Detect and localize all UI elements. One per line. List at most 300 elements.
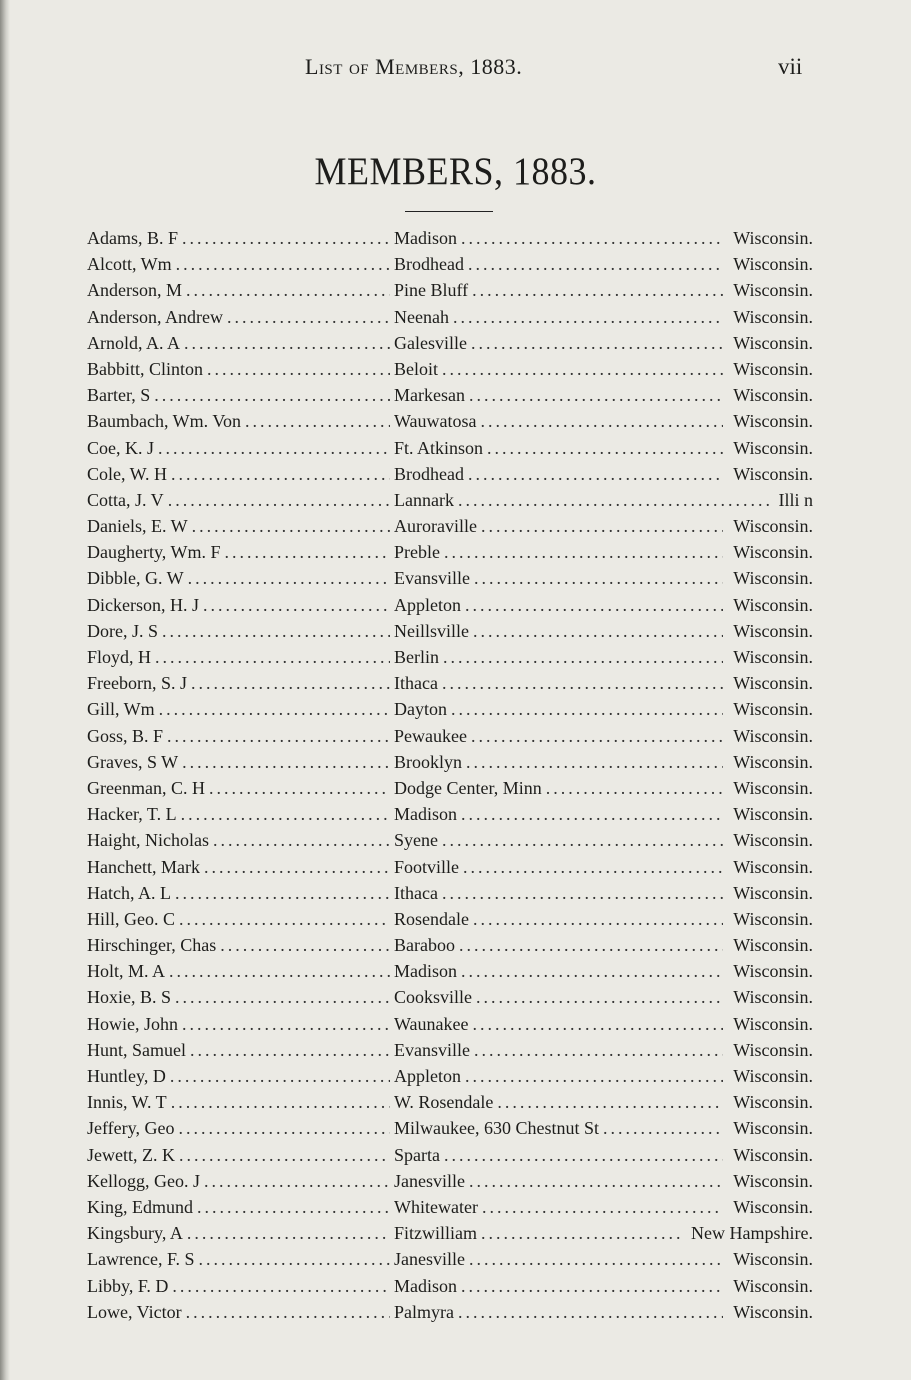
member-place-cell: [394, 723, 727, 749]
dot-leader: [497, 1089, 723, 1115]
member-name: Arnold, A. A: [87, 332, 181, 353]
dot-leader: [154, 382, 390, 408]
dot-leader: [172, 1273, 390, 1299]
member-name-cell: [87, 1089, 394, 1115]
member-place-cell: [394, 984, 727, 1010]
member-name: Hatch, A. L: [87, 882, 171, 903]
member-name-cell: [87, 592, 394, 618]
member-row: [87, 696, 813, 722]
member-place: Cooksville: [394, 987, 473, 1008]
dot-leader: [461, 1273, 723, 1299]
member-name: Baumbach, Wm. Von: [87, 411, 241, 432]
dot-leader: [170, 1063, 390, 1089]
dot-leader: [466, 749, 723, 775]
member-name-cell: [87, 225, 394, 251]
member-name: Anderson, M: [87, 280, 182, 301]
member-name-cell: [87, 1142, 394, 1168]
dot-leader: [203, 592, 390, 618]
member-place: Evansville: [394, 1039, 470, 1060]
dot-leader: [474, 565, 723, 591]
dot-leader: [472, 277, 723, 303]
member-name-cell: [87, 330, 394, 356]
member-name: Daugherty, Wm. F: [87, 542, 221, 563]
member-place: W. Rosendale: [394, 1092, 494, 1113]
member-name: Howie, John: [87, 1013, 178, 1034]
member-name-cell: [87, 1168, 394, 1194]
dot-leader: [461, 225, 723, 251]
member-state: Wisconsin.: [733, 516, 813, 537]
member-place-cell: [394, 801, 727, 827]
member-row: [87, 1220, 813, 1246]
member-state: Wisconsin.: [733, 411, 813, 432]
member-name: Lawrence, F. S: [87, 1249, 195, 1270]
dot-leader: [184, 330, 390, 356]
member-name-cell: [87, 801, 394, 827]
dot-leader: [245, 408, 390, 434]
member-name-cell: [87, 1194, 394, 1220]
member-state: Wisconsin.: [733, 1066, 813, 1086]
dot-leader: [469, 1246, 723, 1272]
member-name: Goss, B. F: [87, 725, 164, 746]
member-name-cell: [87, 1063, 394, 1089]
member-place: Ithaca: [394, 673, 438, 694]
member-state: Wisconsin.: [733, 463, 813, 484]
member-state: Wisconsin.: [733, 1170, 813, 1191]
member-place: Milwaukee, 630 Chestnut St: [394, 1118, 599, 1139]
member-state: Wisconsin.: [733, 751, 813, 772]
member-name: Coe, K. J: [87, 437, 154, 458]
member-place-cell: [394, 1246, 727, 1272]
page-number: vii: [778, 54, 803, 79]
member-place: Syene: [394, 830, 438, 851]
member-row: [87, 1299, 813, 1325]
member-row: [87, 723, 813, 749]
dot-leader: [224, 539, 390, 565]
member-row: [87, 330, 813, 356]
dot-leader: [186, 1299, 390, 1325]
member-place: Palmyra: [394, 1301, 454, 1322]
member-name: Lowe, Victor: [87, 1301, 182, 1322]
member-place: Berlin: [394, 647, 439, 667]
member-place: Galesville: [394, 332, 467, 353]
member-row: [87, 225, 813, 251]
page-heading: MEMBERS, 1883.: [314, 149, 597, 193]
member-place-cell: [394, 958, 727, 984]
member-place-cell: [394, 854, 727, 880]
member-row: [87, 1037, 813, 1063]
member-state: Wisconsin.: [733, 254, 813, 275]
dot-leader: [171, 461, 390, 487]
member-place: Brooklyn: [394, 751, 463, 772]
member-name-cell: [87, 958, 394, 984]
member-place-cell: [394, 330, 727, 356]
member-place: Fitzwilliam: [394, 1223, 477, 1244]
member-state: Wisconsin.: [733, 647, 813, 667]
member-place-cell: [394, 1299, 727, 1325]
member-state: Wisconsin.: [733, 856, 813, 877]
member-state: Wisconsin.: [733, 673, 813, 694]
running-head: [0, 54, 911, 84]
member-row: [87, 749, 813, 775]
member-place: Neillsville: [394, 620, 469, 641]
dot-leader: [204, 854, 390, 880]
member-name-cell: [87, 723, 394, 749]
member-name: Hoxie, B. S: [87, 987, 172, 1008]
dot-leader: [192, 513, 390, 539]
member-name: Dickerson, H. J: [87, 594, 199, 615]
member-place-cell: [394, 461, 727, 487]
member-state: Wisconsin.: [733, 1039, 813, 1060]
member-name-cell: [87, 539, 394, 565]
dot-leader: [442, 880, 723, 906]
member-row: [87, 513, 813, 539]
dot-leader: [179, 906, 390, 932]
member-place-cell: [394, 1142, 727, 1168]
member-place-cell: [394, 1115, 727, 1141]
member-row: [87, 644, 813, 670]
member-place: Neenah: [394, 306, 449, 327]
member-place: Janesville: [394, 1170, 465, 1191]
member-place-cell: [394, 1168, 727, 1194]
dot-leader: [204, 1168, 390, 1194]
member-place-cell: [394, 932, 727, 958]
member-state: Wisconsin.: [733, 332, 813, 353]
member-place-cell: [394, 1220, 685, 1246]
member-name: Alcott, Wm: [87, 254, 172, 275]
dot-leader: [442, 670, 723, 696]
dot-leader: [188, 565, 390, 591]
running-head-title: List of Members, 1883.: [305, 54, 523, 79]
dot-leader: [444, 539, 723, 565]
member-row: [87, 854, 813, 880]
dot-leader: [473, 906, 723, 932]
member-name: Hacker, T. L: [87, 804, 177, 825]
member-place: Auroraville: [394, 516, 477, 537]
member-name-cell: [87, 696, 394, 722]
member-place-cell: [394, 382, 727, 408]
dot-leader: [546, 775, 723, 801]
member-name: Freeborn, S. J: [87, 673, 187, 694]
member-row: [87, 775, 813, 801]
member-state: Wisconsin.: [733, 1092, 813, 1113]
member-row: [87, 487, 813, 513]
dot-leader: [442, 827, 723, 853]
member-row: [87, 1273, 813, 1299]
member-state: Wisconsin.: [733, 777, 813, 798]
member-place-cell: [394, 565, 727, 591]
member-name-cell: [87, 461, 394, 487]
member-place-cell: [394, 618, 727, 644]
member-name-cell: [87, 513, 394, 539]
member-name-cell: [87, 644, 394, 670]
member-name: Kellogg, Geo. J: [87, 1170, 200, 1191]
member-state: Wisconsin.: [733, 987, 813, 1008]
dot-leader: [179, 1142, 390, 1168]
member-state: Wisconsin.: [733, 568, 813, 589]
dot-leader: [481, 1220, 681, 1246]
member-state: Wisconsin.: [733, 385, 813, 406]
member-row: [87, 932, 813, 958]
member-place-cell: [394, 1089, 727, 1115]
member-row: [87, 618, 813, 644]
member-place-cell: [394, 225, 727, 251]
dot-leader: [458, 487, 769, 513]
member-row: [87, 1246, 813, 1272]
dot-leader: [482, 1194, 723, 1220]
member-name: Hill, Geo. C: [87, 908, 175, 929]
member-place: Rosendale: [394, 908, 469, 929]
member-row: [87, 408, 813, 434]
member-name: Dore, J. S: [87, 620, 158, 641]
member-place: Janesville: [394, 1249, 465, 1270]
member-row: [87, 1115, 813, 1141]
member-state: Wisconsin.: [733, 542, 813, 563]
dot-leader: [207, 356, 390, 382]
member-name-cell: [87, 775, 394, 801]
member-place: Lannark: [394, 489, 454, 510]
member-name-cell: [87, 304, 394, 330]
member-state: Wisconsin.: [733, 1013, 813, 1034]
member-name-cell: [87, 906, 394, 932]
member-place: Pine Bluff: [394, 280, 469, 301]
member-place: Preble: [394, 542, 440, 563]
dot-leader: [442, 356, 723, 382]
member-row: [87, 592, 813, 618]
dot-leader: [603, 1115, 723, 1141]
member-row: [87, 304, 813, 330]
dot-leader: [444, 1142, 723, 1168]
member-place-cell: [394, 696, 727, 722]
dot-leader: [175, 880, 390, 906]
dot-leader: [190, 1037, 390, 1063]
member-name: Jeffery, Geo: [87, 1118, 175, 1139]
member-name-cell: [87, 1299, 394, 1325]
member-name-cell: [87, 1220, 394, 1246]
dot-leader: [191, 670, 390, 696]
member-place-cell: [394, 408, 727, 434]
member-row: [87, 435, 813, 461]
member-state: Illi n: [778, 489, 813, 510]
member-place: Appleton: [394, 594, 461, 615]
dot-leader: [481, 513, 723, 539]
member-place: Footville: [394, 856, 460, 877]
member-place-cell: [394, 775, 727, 801]
dot-leader: [443, 644, 723, 670]
member-place: Madison: [394, 228, 457, 248]
member-state: Wisconsin.: [733, 699, 813, 720]
dot-leader: [187, 1220, 390, 1246]
member-row: [87, 880, 813, 906]
member-state: Wisconsin.: [733, 725, 813, 746]
dot-leader: [473, 618, 723, 644]
member-name: Hirschinger, Chas: [87, 935, 217, 956]
member-place-cell: [394, 277, 727, 303]
member-row: [87, 801, 813, 827]
member-state: Wisconsin.: [733, 1118, 813, 1139]
member-name: Graves, S W: [87, 751, 179, 772]
member-name-cell: [87, 827, 394, 853]
dot-leader: [155, 644, 390, 670]
dot-leader: [465, 592, 723, 618]
member-row: [87, 565, 813, 591]
dot-leader: [171, 1089, 390, 1115]
member-state: Wisconsin.: [733, 1249, 813, 1270]
member-place-cell: [394, 592, 727, 618]
member-state: Wisconsin.: [733, 830, 813, 851]
member-name-cell: [87, 670, 394, 696]
member-name: Jewett, Z. K: [87, 1144, 175, 1165]
member-name: King, Edmund: [87, 1196, 193, 1217]
member-state: Wisconsin.: [733, 1275, 813, 1296]
member-name: Babbitt, Clinton: [87, 358, 204, 379]
dot-leader: [220, 932, 390, 958]
dot-leader: [469, 382, 723, 408]
member-place: Dayton: [394, 699, 447, 720]
member-place-cell: [394, 644, 727, 670]
member-place-cell: [394, 1011, 727, 1037]
member-name: Innis, W. T: [87, 1092, 167, 1113]
dot-leader: [181, 801, 390, 827]
member-place: Brodhead: [394, 463, 464, 484]
dot-leader: [167, 723, 390, 749]
dot-leader: [158, 435, 390, 461]
member-name-cell: [87, 1115, 394, 1141]
member-row: [87, 1168, 813, 1194]
member-row: [87, 827, 813, 853]
member-name: Daniels, E. W: [87, 516, 188, 537]
member-place: Madison: [394, 804, 457, 825]
member-row: [87, 1194, 813, 1220]
member-row: [87, 251, 813, 277]
member-place: Pewaukee: [394, 725, 467, 746]
member-state: Wisconsin.: [733, 804, 813, 825]
member-name: Greenman, C. H: [87, 777, 205, 798]
member-place-cell: [394, 487, 773, 513]
member-place: Madison: [394, 1275, 457, 1296]
member-state: Wisconsin.: [733, 620, 813, 641]
member-name-cell: [87, 382, 394, 408]
member-place-cell: [394, 670, 727, 696]
dot-leader: [213, 827, 390, 853]
member-state: Wisconsin.: [733, 882, 813, 903]
member-place: Waunakee: [394, 1013, 469, 1034]
heading-rule: [405, 211, 493, 212]
member-state: Wisconsin.: [733, 228, 813, 248]
page-binding-edge: [0, 0, 10, 1380]
member-name: Libby, F. D: [87, 1275, 169, 1296]
member-row: [87, 1142, 813, 1168]
member-name-cell: [87, 356, 394, 382]
member-state: Wisconsin.: [733, 358, 813, 379]
member-name: Hunt, Samuel: [87, 1039, 186, 1060]
member-state: Wisconsin.: [733, 437, 813, 458]
member-name-cell: [87, 749, 394, 775]
member-name: Adams, B. F: [87, 228, 179, 248]
member-row: [87, 906, 813, 932]
member-name: Holt, M. A: [87, 961, 166, 982]
member-name: Haight, Nicholas: [87, 830, 209, 851]
member-row: [87, 539, 813, 565]
member-place-cell: [394, 1063, 727, 1089]
member-name-cell: [87, 1037, 394, 1063]
dot-leader: [481, 408, 724, 434]
member-state: Wisconsin.: [733, 1144, 813, 1165]
member-name-cell: [87, 251, 394, 277]
member-place: Markesan: [394, 385, 465, 406]
member-name-cell: [87, 277, 394, 303]
member-name: Gill, Wm: [87, 699, 155, 720]
dot-leader: [459, 932, 723, 958]
dot-leader: [227, 304, 390, 330]
member-row: [87, 1011, 813, 1037]
member-place-cell: [394, 1194, 727, 1220]
member-name-cell: [87, 1011, 394, 1037]
member-state: Wisconsin.: [733, 594, 813, 615]
dot-leader: [162, 618, 390, 644]
member-place-cell: [394, 251, 727, 277]
member-name: Barter, S: [87, 385, 151, 406]
member-place: Ft. Atkinson: [394, 437, 484, 458]
dot-leader: [182, 749, 390, 775]
member-place: Whitewater: [394, 1196, 478, 1217]
member-place-cell: [394, 435, 727, 461]
dot-leader: [471, 330, 723, 356]
member-name: Dibble, G. W: [87, 568, 184, 589]
member-name-cell: [87, 932, 394, 958]
dot-leader: [182, 225, 390, 251]
member-row: [87, 461, 813, 487]
member-row: [87, 356, 813, 382]
dot-leader: [197, 1194, 390, 1220]
dot-leader: [473, 1011, 724, 1037]
member-place-cell: [394, 749, 727, 775]
dot-leader: [458, 1299, 723, 1325]
member-place: Beloit: [394, 358, 438, 379]
member-row: [87, 670, 813, 696]
member-place: Wauwatosa: [394, 411, 477, 432]
member-name-cell: [87, 408, 394, 434]
member-place: Sparta: [394, 1144, 440, 1165]
member-place-cell: [394, 1037, 727, 1063]
member-place: Ithaca: [394, 882, 438, 903]
member-name: Anderson, Andrew: [87, 306, 223, 327]
member-name: Hanchett, Mark: [87, 856, 200, 877]
dot-leader: [487, 435, 723, 461]
member-place-cell: [394, 1273, 727, 1299]
member-row: [87, 277, 813, 303]
dot-leader: [169, 958, 390, 984]
member-list: [87, 225, 813, 1325]
member-row: [87, 984, 813, 1010]
member-state: Wisconsin.: [733, 280, 813, 301]
member-name: Floyd, H: [87, 647, 152, 667]
dot-leader: [468, 251, 723, 277]
dot-leader: [175, 984, 390, 1010]
member-place-cell: [394, 304, 727, 330]
dot-leader: [199, 1246, 390, 1272]
dot-leader: [461, 958, 723, 984]
member-name-cell: [87, 565, 394, 591]
dot-leader: [168, 487, 390, 513]
member-place: Dodge Center, Minn: [394, 777, 542, 798]
dot-leader: [209, 775, 390, 801]
member-state: Wisconsin.: [733, 935, 813, 956]
member-state: Wisconsin.: [733, 961, 813, 982]
member-place-cell: [394, 906, 727, 932]
member-place: Brodhead: [394, 254, 464, 275]
member-name-cell: [87, 984, 394, 1010]
dot-leader: [461, 801, 723, 827]
